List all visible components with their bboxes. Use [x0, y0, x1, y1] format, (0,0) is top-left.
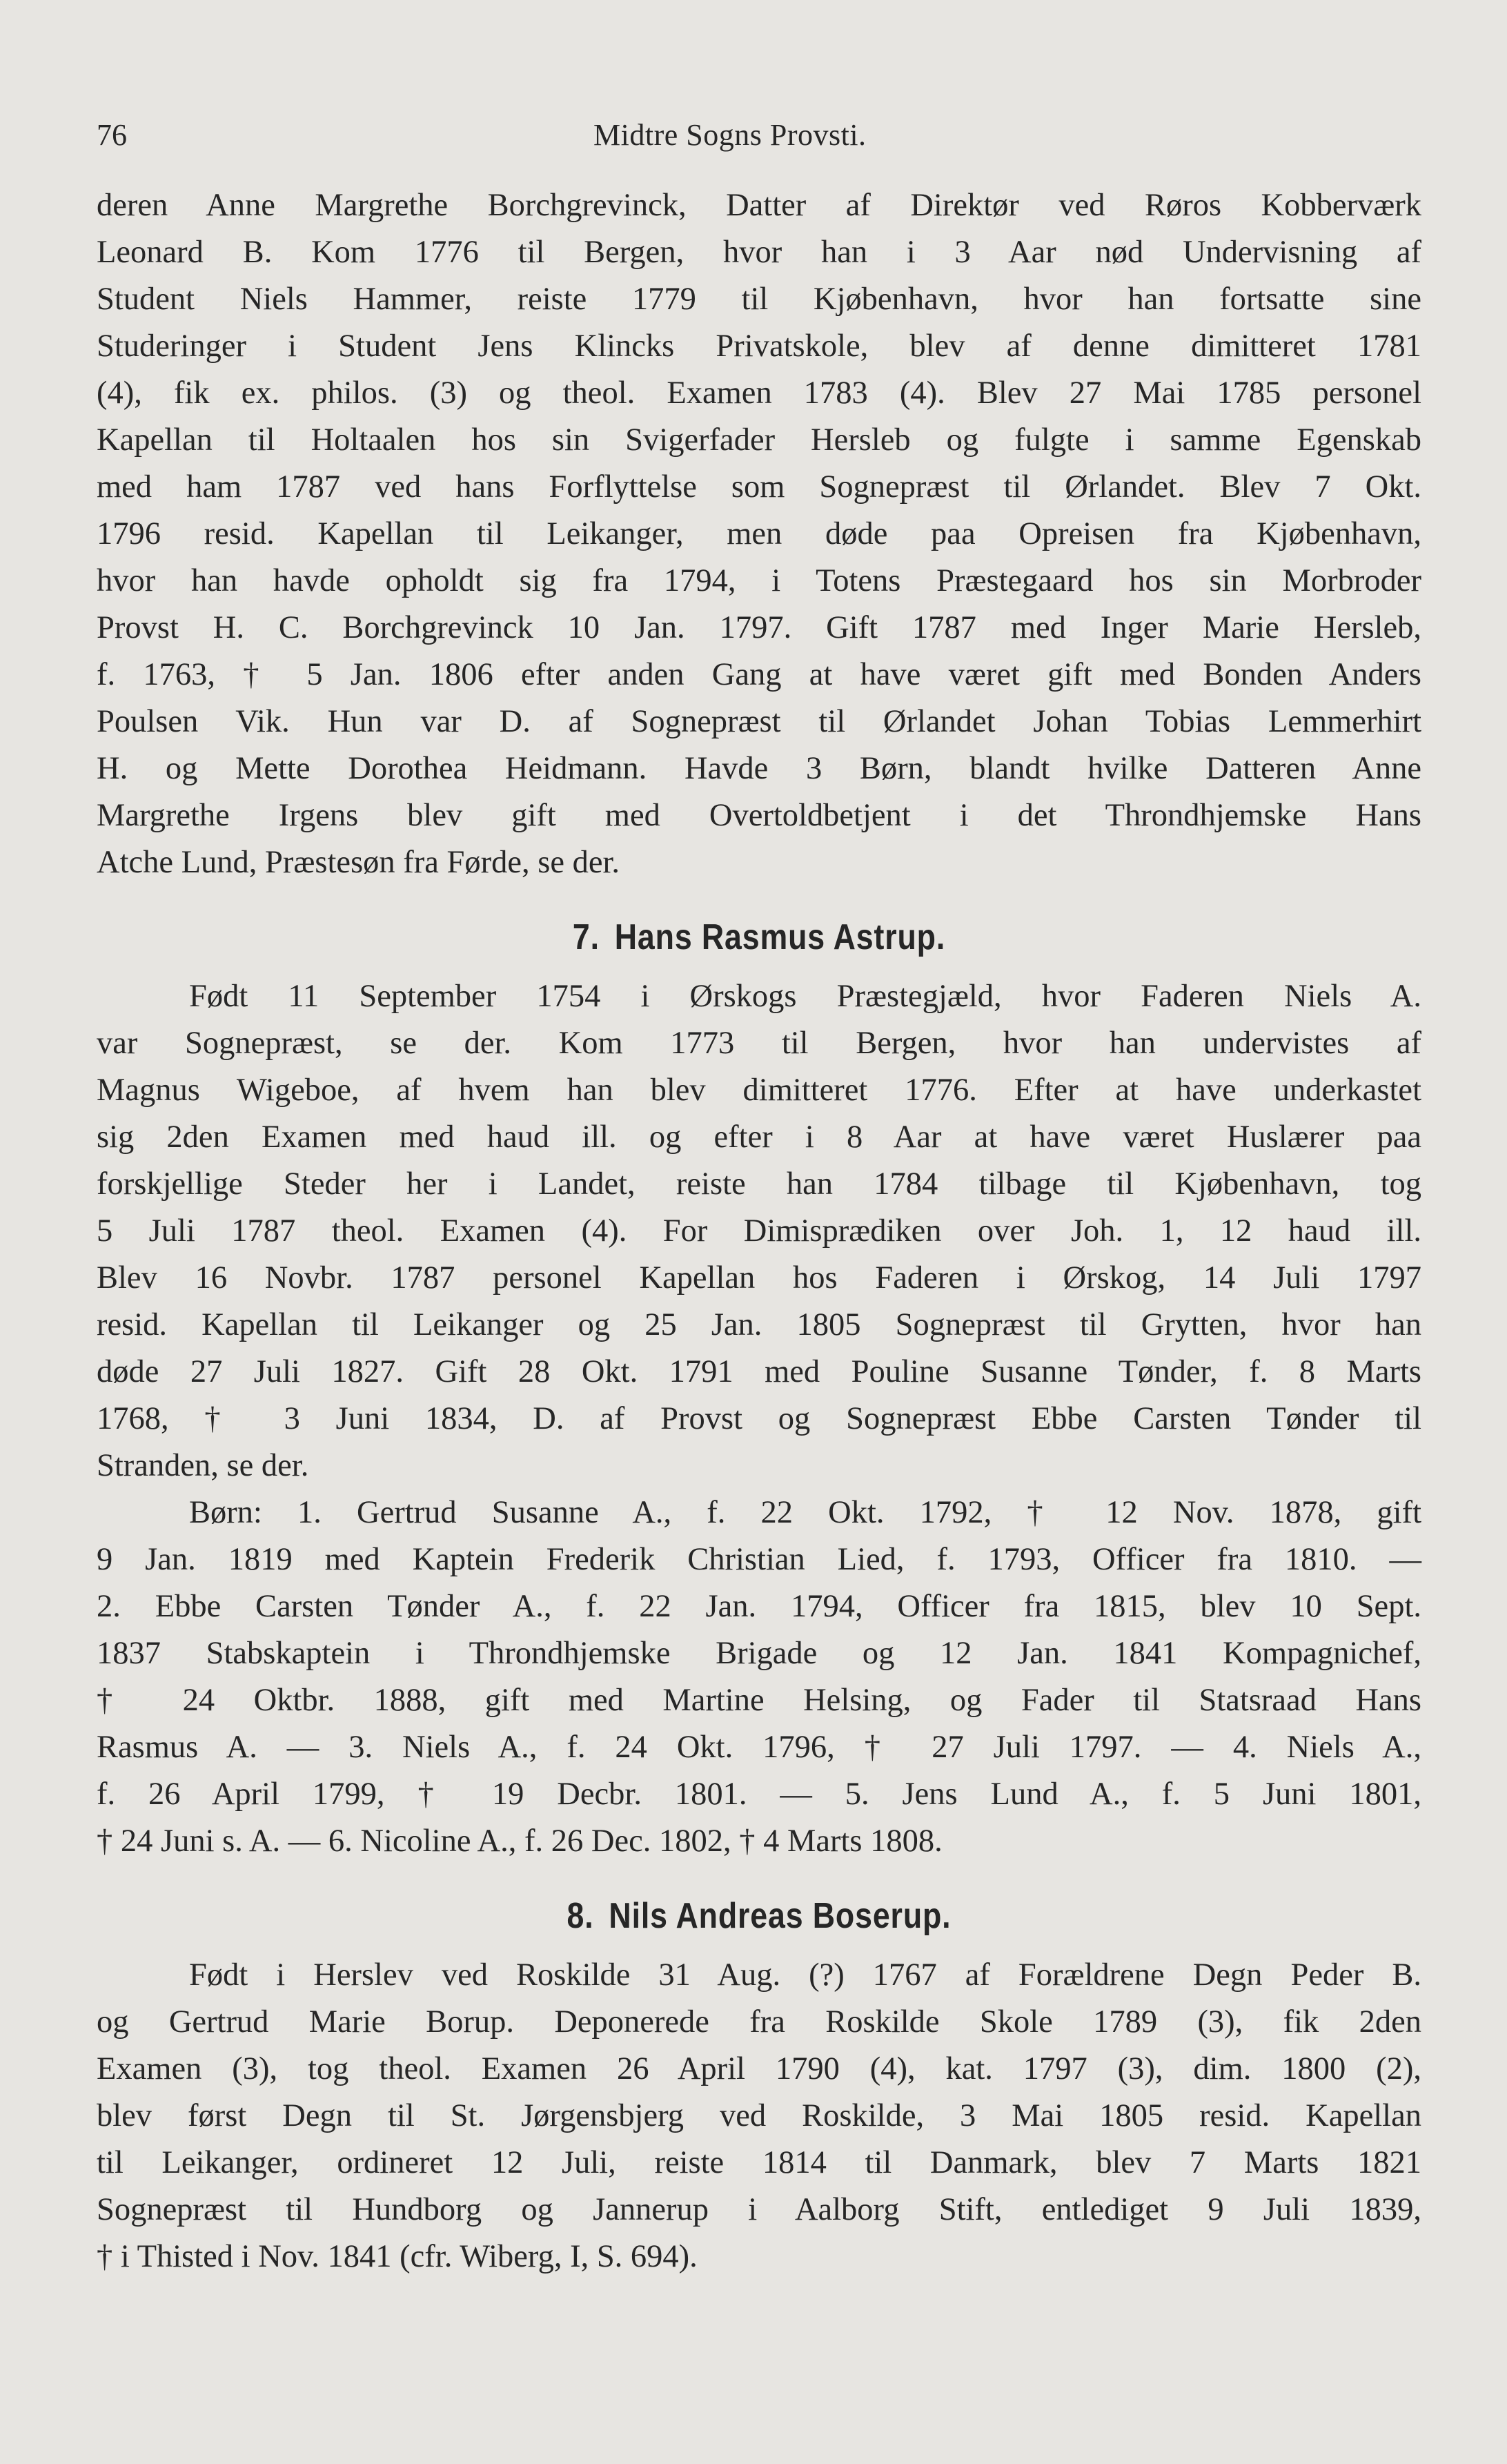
text-line: 5 Juli 1787 theol. Examen (4). For Dimisprædiken over Joh. 1, 12 haud ill. — [97, 1213, 1421, 1249]
text-line: og Gertrud Marie Borup. Deponerede fra Roskilde Skole 1789 (3), fik 2den — [97, 2004, 1421, 2040]
text-line: Blev 16 Novbr. 1787 personel Kapellan hos Faderen i Ørskog, 14 Juli 1797 — [97, 1260, 1421, 1295]
text-line: f. 1763, † 5 Jan. 1806 efter anden Gang at have været gift med Bonden Anders — [97, 657, 1421, 692]
text-line: H. og Mette Dorothea Heidmann. Havde 3 Børn, blandt hvilke Datteren Anne — [97, 751, 1421, 786]
text-line: Stranden, se der. — [97, 1448, 309, 1483]
text-line: Student Niels Hammer, reiste 1779 til Kjøbenhavn, hvor han fortsatte sine — [97, 282, 1421, 317]
section-name: Hans Rasmus Astrup. — [614, 917, 946, 957]
text-line: med ham 1787 ved hans Forflyttelse som Sognepræst til Ørlandet. Blev 7 Okt. — [97, 469, 1421, 505]
text-line: Examen (3), tog theol. Examen 26 April 1790 (4), kat. 1797 (3), dim. 1800 (2), — [97, 2051, 1421, 2086]
text-line: Født i Herslev ved Roskilde 31 Aug. (?) 1767 af Forældrene Degn Peder B. — [189, 1957, 1421, 1993]
text-line: Født 11 September 1754 i Ørskogs Præstegjæld, hvor Faderen Niels A. — [189, 979, 1421, 1014]
text-line: Poulsen Vik. Hun var D. af Sognepræst til Ørlandet Johan Tobias Lemmerhirt — [97, 704, 1421, 739]
text-line: deren Anne Margrethe Borchgrevinck, Datter af Direktør ved Røros Kobberværk — [97, 188, 1421, 223]
text-line: 1796 resid. Kapellan til Leikanger, men døde paa Opreisen fra Kjøbenhavn, — [97, 516, 1421, 551]
section-8-biography — [97, 1952, 1421, 2280]
text-line: Rasmus A. — 3. Niels A., f. 24 Okt. 1796, † 27 Juli 1797. — 4. Niels A., — [97, 1730, 1421, 1765]
text-line: var Sognepræst, se der. Kom 1773 til Bergen, hvor han undervistes af — [97, 1026, 1421, 1061]
running-title: Midtre Sogns Provsti. — [593, 118, 867, 152]
text-line: Atche Lund, Præstesøn fra Førde, se der. — [97, 845, 620, 880]
text-line: (4), fik ex. philos. (3) og theol. Examen 1783 (4). Blev 27 Mai 1785 personel — [97, 375, 1421, 411]
continuation-text — [97, 182, 1421, 886]
text-line: blev først Degn til St. Jørgensbjerg ved Roskilde, 3 Mai 1805 resid. Kapellan — [97, 2098, 1421, 2133]
text-line: 1837 Stabskaptein i Throndhjemske Brigade og 12 Jan. 1841 Kompagnichef, — [97, 1636, 1421, 1671]
section-7-biography — [97, 973, 1421, 1489]
section-heading-7 — [189, 914, 1328, 961]
text-line: 1768, † 3 Juni 1834, D. af Provst og Sognepræst Ebbe Carsten Tønder til — [97, 1401, 1421, 1436]
text-line: sig 2den Examen med haud ill. og efter i 8 Aar at have været Huslærer paa — [97, 1119, 1421, 1155]
text-line: resid. Kapellan til Leikanger og 25 Jan. 1805 Sognepræst til Grytten, hvor han — [97, 1307, 1421, 1342]
text-line: Sognepræst til Hundborg og Jannerup i Aalborg Stift, entlediget 9 Juli 1839, — [97, 2192, 1421, 2227]
text-line: Leonard B. Kom 1776 til Bergen, hvor han i 3 Aar nød Undervisning af — [97, 235, 1421, 270]
text-line: † 24 Oktbr. 1888, gift med Martine Helsing, og Fader til Statsraad Hans — [97, 1683, 1421, 1718]
page-number: 76 — [97, 118, 127, 152]
text-line: Kapellan til Holtaalen hos sin Svigerfader Hersleb og fulgte i samme Egenskab — [97, 422, 1421, 458]
section-number: 7. — [572, 917, 600, 957]
text-line: Provst H. C. Borchgrevinck 10 Jan. 1797. Gift 1787 med Inger Marie Hersleb, — [97, 610, 1421, 645]
text-line: f. 26 April 1799, † 19 Decbr. 1801. — 5. Jens Lund A., f. 5 Juni 1801, — [97, 1777, 1421, 1812]
text-line: 9 Jan. 1819 med Kaptein Frederik Christian Lied, f. 1793, Officer fra 1810. — — [97, 1542, 1421, 1577]
section-heading-8 — [189, 1893, 1328, 1939]
section-7-children — [97, 1489, 1421, 1865]
text-line: hvor han havde opholdt sig fra 1794, i Totens Præstegaard hos sin Morbroder — [97, 563, 1421, 598]
section-name: Nils Andreas Boserup. — [609, 1896, 952, 1936]
text-line: Margrethe Irgens blev gift med Overtoldbetjent i det Throndhjemske Hans — [97, 798, 1421, 833]
running-head — [97, 104, 1421, 159]
book-page — [97, 104, 1421, 2280]
text-line: Studeringer i Student Jens Klincks Privatskole, blev af denne dimitteret 1781 — [97, 329, 1421, 364]
text-line: † 24 Juni s. A. — 6. Nicoline A., f. 26 Dec. 1802, † 4 Marts 1808. — [97, 1823, 943, 1859]
section-number: 8. — [567, 1896, 594, 1936]
text-line: 2. Ebbe Carsten Tønder A., f. 22 Jan. 1794, Officer fra 1815, blev 10 Sept. — [97, 1589, 1421, 1624]
text-line: Magnus Wigeboe, af hvem han blev dimitteret 1776. Efter at have underkastet — [97, 1073, 1421, 1108]
text-line: døde 27 Juli 1827. Gift 28 Okt. 1791 med Pouline Susanne Tønder, f. 8 Marts — [97, 1354, 1421, 1389]
text-line: til Leikanger, ordineret 12 Juli, reiste 1814 til Danmark, blev 7 Marts 1821 — [97, 2145, 1421, 2180]
text-line: forskjellige Steder her i Landet, reiste han 1784 tilbage til Kjøbenhavn, tog — [97, 1166, 1421, 1202]
text-line: Børn: 1. Gertrud Susanne A., f. 22 Okt. 1792, † 12 Nov. 1878, gift — [189, 1495, 1421, 1530]
text-line: † i Thisted i Nov. 1841 (cfr. Wiberg, I, S. 694). — [97, 2239, 698, 2274]
